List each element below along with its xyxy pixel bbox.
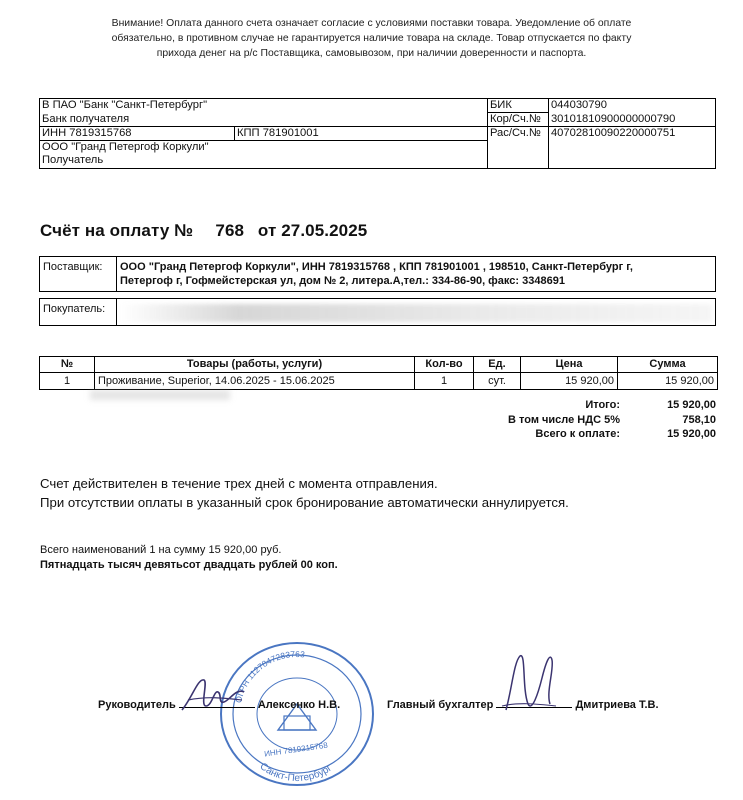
- payment-notice: [40, 16, 703, 61]
- head-label: Руководитель: [98, 699, 176, 711]
- row-unit: сут.: [474, 373, 521, 390]
- kpp-cell: КПП 781901001: [235, 127, 488, 141]
- supplier-details: [117, 257, 716, 292]
- row-number: 1: [40, 373, 95, 390]
- validity-line-1: Счет действителен в течение трех дней с момента отправления.: [40, 476, 438, 491]
- row-price: 15 920,00: [521, 373, 618, 390]
- items-count-line: Всего наименований 1 на сумму 15 920,00 руб.: [40, 544, 282, 556]
- title-prefix: Счёт на оплату №: [40, 221, 194, 240]
- total-value: 15 920,00: [667, 428, 716, 440]
- bank-details-table: [39, 98, 716, 169]
- col-qty: Кол-во: [415, 357, 474, 373]
- nds-value: 758,10: [682, 413, 716, 426]
- stamp-ogrn: ОГРН 1127847283763: [233, 648, 306, 704]
- itogo-value: 15 920,00: [667, 399, 716, 411]
- redaction-blur-small: [90, 390, 230, 400]
- row-qty: 1: [415, 373, 474, 390]
- notice-line-1: Внимание! Оплата данного счета означает согласие с условиями поставки товара. Уведомление об оплате: [111, 18, 632, 29]
- recipient-label: Получатель: [40, 154, 488, 169]
- supplier-line-1: ООО "Гранд Петергоф Коркули", ИНН 7819315768 , КПП 781901001 , 198510, Санкт-Петербург г,: [120, 261, 633, 273]
- validity-note: [40, 474, 569, 512]
- ras-label: Рас/Сч.№: [487, 127, 548, 169]
- accountant-name: Дмитриева Т.В.: [575, 699, 659, 711]
- ras-value: 40702810090220000751: [548, 127, 715, 169]
- invoice-number: ···768: [198, 221, 245, 240]
- head-name: Алексенко Н.В.: [257, 699, 341, 711]
- bik-value: 044030790: [548, 99, 715, 113]
- totals-block: [420, 398, 716, 442]
- col-unit: Ед.: [474, 357, 521, 373]
- bik-label: БИК: [487, 99, 548, 113]
- goods-header-row: [40, 357, 718, 373]
- accountant-label: Главный бухгалтер: [387, 699, 494, 711]
- recipient-name: ООО "Гранд Петергоф Коркули": [40, 141, 488, 155]
- invoice-date: от 27.05.2025: [257, 221, 368, 240]
- col-goods: Товары (работы, услуги): [95, 357, 415, 373]
- head-signature-icon: [178, 670, 248, 720]
- stamp-inn: ИНН 7819315768: [263, 740, 329, 759]
- row-name: Проживание, Superior, 14.06.2025 - 15.06.2025: [95, 373, 415, 390]
- bank-label: Банк получателя: [40, 113, 488, 127]
- col-sum: Сумма: [618, 357, 718, 373]
- col-price: Цена: [521, 357, 618, 373]
- row-sum: 15 920,00: [618, 373, 718, 390]
- accountant-signature-icon: [498, 648, 560, 718]
- notice-line-3: прихода денег на р/с Поставщика, самовывозом, при наличии доверенности и паспорта.: [156, 48, 587, 59]
- amount-in-words: Пятнадцать тысяч девятьсот двадцать рублей 00 коп.: [40, 559, 338, 571]
- stamp-city: Санкт-Петербург: [257, 761, 335, 785]
- buyer-label: Покупатель:: [40, 299, 117, 326]
- goods-table: [39, 356, 718, 390]
- total-label: Всего к оплате:: [535, 428, 620, 440]
- bank-name: В ПАО "Банк "Санкт-Петербург": [40, 99, 488, 113]
- supplier-label: Поставщик:: [40, 257, 117, 292]
- stamp-house-body: [284, 716, 310, 730]
- amount-summary: [40, 543, 338, 573]
- kor-label: Кор/Сч.№: [487, 113, 548, 127]
- buyer-details-redacted: [117, 299, 716, 326]
- kor-value: 30101810900000000790: [548, 113, 715, 127]
- col-number: №: [40, 357, 95, 373]
- inn-cell: ИНН 7819315768: [40, 127, 235, 141]
- parties-table: [39, 256, 716, 326]
- invoice-number-visible: 768: [215, 221, 245, 240]
- itogo-label: Итого:: [585, 399, 620, 411]
- redaction-blur: [120, 304, 712, 322]
- table-row: [40, 373, 718, 390]
- supplier-line-2: Петергоф г, Гофмейстерская ул, дом № 2, литера.А,тел.: 334-86-90, факс: 3348691: [120, 275, 565, 287]
- validity-line-2: При отсутствии оплаты в указанный срок бронирование автоматически аннулируется.: [40, 495, 569, 510]
- nds-label: В том числе НДС 5%: [508, 413, 620, 426]
- notice-line-2: обязательно, в противном случае не гарантируется наличие товара на складе. Товар отпускается по факту: [111, 33, 632, 44]
- invoice-title: [40, 221, 367, 241]
